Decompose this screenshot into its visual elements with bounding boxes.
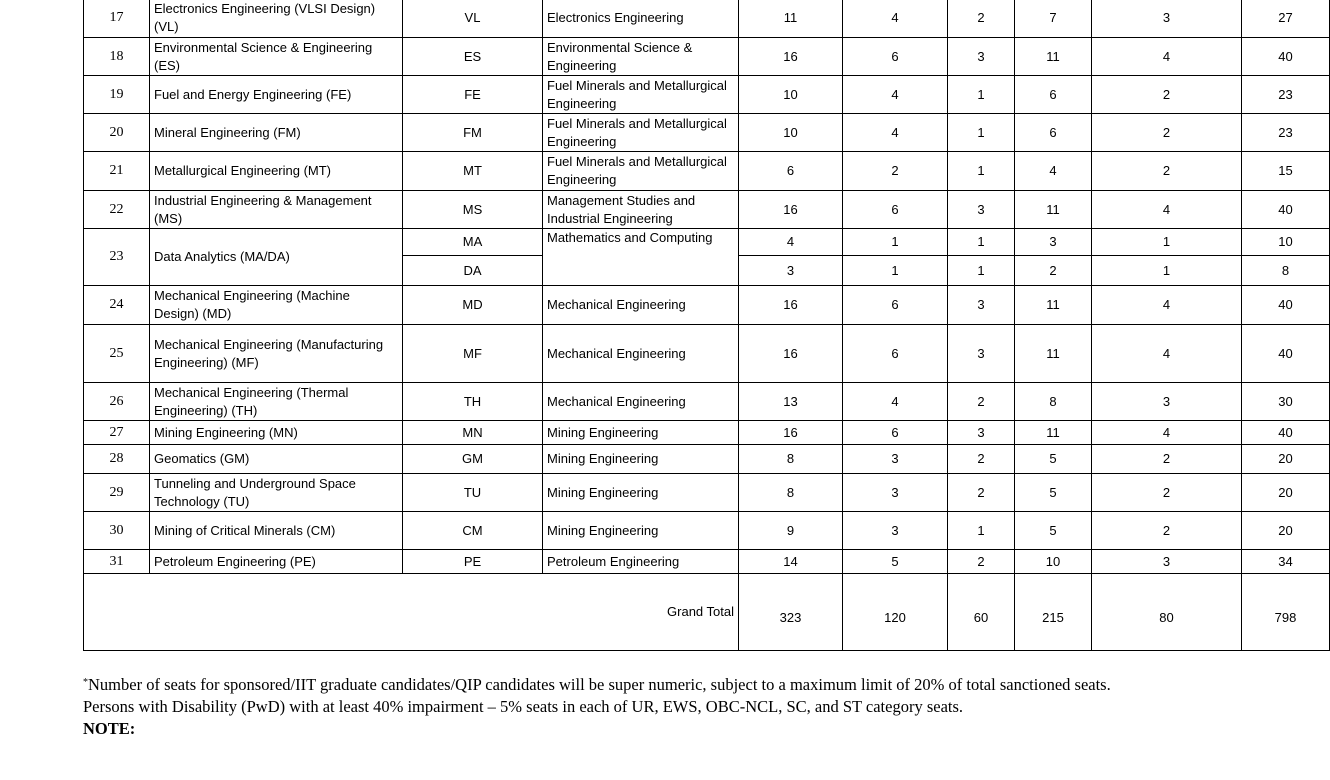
- serial-number: 17: [84, 0, 150, 38]
- seat-count: 5: [1015, 512, 1092, 550]
- seat-count: 3: [948, 191, 1015, 229]
- grand-total-number: 215: [1042, 610, 1064, 625]
- programme-code: MS: [403, 191, 543, 229]
- seat-count: 4: [739, 229, 843, 256]
- seat-count: 1: [948, 256, 1015, 286]
- table-row: [84, 38, 1330, 76]
- grand-total-value: [1092, 574, 1242, 651]
- table-row: [84, 383, 1330, 421]
- table-row: [84, 0, 1330, 38]
- programme-name: Mineral Engineering (FM): [150, 114, 403, 152]
- programme-name: Mechanical Engineering (Machine Design) (MD): [150, 286, 403, 325]
- seat-count: 6: [843, 38, 948, 76]
- grand-total-value: [1015, 574, 1092, 651]
- table-row: [84, 229, 1330, 256]
- seat-count: 11: [1015, 191, 1092, 229]
- department-name: Fuel Minerals and Metallurgical Engineering: [543, 76, 739, 114]
- seat-count: 2: [1015, 256, 1092, 286]
- seat-count: 4: [843, 383, 948, 421]
- seat-count: 6: [843, 421, 948, 445]
- seat-count: 8: [1015, 383, 1092, 421]
- seat-count: 1: [948, 512, 1015, 550]
- programme-name: Industrial Engineering & Management (MS): [150, 191, 403, 229]
- seat-count: 2: [1092, 512, 1242, 550]
- seat-count: 4: [1092, 325, 1242, 383]
- seat-count: 2: [948, 445, 1015, 474]
- seat-count: 6: [739, 152, 843, 191]
- seat-count: 3: [1092, 0, 1242, 38]
- seat-count: 8: [739, 445, 843, 474]
- grand-total-row: [84, 574, 1330, 651]
- programme-name: Mechanical Engineering (Thermal Engineering) (TH): [150, 383, 403, 421]
- programme-code: VL: [403, 0, 543, 38]
- department-name: Management Studies and Industrial Engineering: [543, 191, 739, 229]
- programme-name: Tunneling and Underground Space Technology (TU): [150, 474, 403, 512]
- seat-count: 16: [739, 421, 843, 445]
- serial-number: 21: [84, 152, 150, 191]
- seat-count: 11: [1015, 38, 1092, 76]
- seat-count: 1: [1092, 256, 1242, 286]
- seat-count: 1: [948, 76, 1015, 114]
- serial-number: 29: [84, 474, 150, 512]
- pwd-note: Persons with Disability (PwD) with at least 40% impairment – 5% seats in each of UR, EWS, OBC-NCL, SC, and ST category seats.: [83, 697, 964, 716]
- serial-number: 30: [84, 512, 150, 550]
- footnote-mark: *: [83, 677, 88, 688]
- table-row: [84, 286, 1330, 325]
- seat-count: 2: [948, 474, 1015, 512]
- seat-count: 3: [1092, 383, 1242, 421]
- department-name: Mechanical Engineering: [543, 325, 739, 383]
- programme-name: Metallurgical Engineering (MT): [150, 152, 403, 191]
- department-name: Mining Engineering: [543, 474, 739, 512]
- seat-count: 5: [1015, 445, 1092, 474]
- seat-count: 40: [1242, 286, 1330, 325]
- seat-count: 4: [1092, 191, 1242, 229]
- seat-count: 3: [948, 325, 1015, 383]
- seat-count: 20: [1242, 474, 1330, 512]
- department-name: Electronics Engineering: [543, 0, 739, 38]
- seat-count: 3: [843, 445, 948, 474]
- seat-count: 16: [739, 286, 843, 325]
- programme-code: TU: [403, 474, 543, 512]
- seat-count: 13: [739, 383, 843, 421]
- grand-total-number: 323: [779, 610, 802, 625]
- grand-total-number: 80: [1159, 610, 1174, 625]
- seat-count: 11: [1015, 286, 1092, 325]
- seat-count: 6: [843, 325, 948, 383]
- seat-count: 3: [843, 474, 948, 512]
- seat-count: 3: [948, 286, 1015, 325]
- seat-count: 16: [739, 325, 843, 383]
- department-name: Mathematics and Computing: [543, 229, 739, 286]
- table-row: [84, 114, 1330, 152]
- seat-count: 2: [1092, 114, 1242, 152]
- seat-count: 3: [1015, 229, 1092, 256]
- seat-count: 10: [1015, 550, 1092, 574]
- seat-count: 2: [1092, 152, 1242, 191]
- seat-count: 2: [948, 550, 1015, 574]
- programme-code: FM: [403, 114, 543, 152]
- table-row: [84, 325, 1330, 383]
- seat-count: 4: [1092, 38, 1242, 76]
- programme-name: Mining of Critical Minerals (CM): [150, 512, 403, 550]
- serial-number: 22: [84, 191, 150, 229]
- footnote: *Number of seats for sponsored/IIT graduate candidates/QIP candidates will be super numeric, subject to a maximum limit of 20% of total sanctioned seats.: [83, 675, 1111, 694]
- seat-count: 40: [1242, 421, 1330, 445]
- programme-code: MD: [403, 286, 543, 325]
- seat-count: 20: [1242, 445, 1330, 474]
- seat-count: 6: [843, 191, 948, 229]
- seat-count: 4: [1092, 286, 1242, 325]
- grand-total-number: 60: [973, 610, 989, 625]
- programme-code: MA: [403, 229, 543, 256]
- serial-number: 20: [84, 114, 150, 152]
- department-name: Mechanical Engineering: [543, 383, 739, 421]
- department-name: Fuel Minerals and Metallurgical Engineering: [543, 152, 739, 191]
- seat-count: 4: [843, 0, 948, 38]
- grand-total-value: [948, 574, 1015, 651]
- department-name: Mechanical Engineering: [543, 286, 739, 325]
- programme-code: MF: [403, 325, 543, 383]
- seat-count: 3: [1092, 550, 1242, 574]
- programme-name: Mining Engineering (MN): [150, 421, 403, 445]
- programme-code: FE: [403, 76, 543, 114]
- serial-number: 28: [84, 445, 150, 474]
- seat-count: 6: [1015, 76, 1092, 114]
- seat-count: 23: [1242, 76, 1330, 114]
- seat-count: 6: [843, 286, 948, 325]
- seat-count: 4: [1092, 421, 1242, 445]
- programme-code: ES: [403, 38, 543, 76]
- seat-count: 5: [1015, 474, 1092, 512]
- seat-count: 4: [843, 114, 948, 152]
- seat-count: 2: [948, 383, 1015, 421]
- serial-number: 26: [84, 383, 150, 421]
- grand-total-value: [1242, 574, 1330, 651]
- seat-count: 2: [1092, 445, 1242, 474]
- seat-count: 1: [843, 229, 948, 256]
- table-row: [84, 474, 1330, 512]
- programme-code: PE: [403, 550, 543, 574]
- programme-name: Geomatics (GM): [150, 445, 403, 474]
- department-name: Fuel Minerals and Metallurgical Engineering: [543, 114, 739, 152]
- seat-count: 2: [1092, 76, 1242, 114]
- table-row: [84, 421, 1330, 445]
- seat-count: 14: [739, 550, 843, 574]
- programme-name: Electronics Engineering (VLSI Design) (VL): [150, 0, 403, 38]
- programme-name: Petroleum Engineering (PE): [150, 550, 403, 574]
- programme-code: TH: [403, 383, 543, 421]
- seat-count: 1: [948, 114, 1015, 152]
- department-name: Mining Engineering: [543, 445, 739, 474]
- seat-count: 30: [1242, 383, 1330, 421]
- seat-count: 34: [1242, 550, 1330, 574]
- seat-count: 4: [1015, 152, 1092, 191]
- notes-section: [83, 674, 1173, 740]
- serial-number: 18: [84, 38, 150, 76]
- seat-count: 23: [1242, 114, 1330, 152]
- seat-count: 5: [843, 550, 948, 574]
- seat-count: 7: [1015, 0, 1092, 38]
- note-heading: NOTE:: [83, 719, 136, 738]
- programme-code: MT: [403, 152, 543, 191]
- seat-count: 1: [948, 152, 1015, 191]
- seat-count: 2: [1092, 474, 1242, 512]
- table-row: [84, 445, 1330, 474]
- programme-name: Data Analytics (MA/DA): [150, 229, 403, 286]
- seat-count: 16: [739, 191, 843, 229]
- seat-count: 1: [843, 256, 948, 286]
- seat-count: 10: [739, 76, 843, 114]
- seat-matrix-table: [83, 0, 1330, 651]
- seat-count: 8: [739, 474, 843, 512]
- seat-count: 40: [1242, 325, 1330, 383]
- seat-count: 11: [739, 0, 843, 38]
- seat-count: 3: [948, 38, 1015, 76]
- grand-total-number: 120: [884, 610, 906, 625]
- programme-name: Mechanical Engineering (Manufacturing Engineering) (MF): [150, 325, 403, 383]
- department-name: Mining Engineering: [543, 512, 739, 550]
- programme-code: GM: [403, 445, 543, 474]
- seat-count: 6: [1015, 114, 1092, 152]
- seat-count: 8: [1242, 256, 1330, 286]
- serial-number: 24: [84, 286, 150, 325]
- serial-number: 31: [84, 550, 150, 574]
- seat-count: 4: [843, 76, 948, 114]
- table-row: [84, 191, 1330, 229]
- seat-count: 1: [1092, 229, 1242, 256]
- seat-count: 3: [948, 421, 1015, 445]
- department-name: Petroleum Engineering: [543, 550, 739, 574]
- seat-count: 1: [948, 229, 1015, 256]
- serial-number: 27: [84, 421, 150, 445]
- programme-name: Fuel and Energy Engineering (FE): [150, 76, 403, 114]
- seat-count: 10: [739, 114, 843, 152]
- programme-name: Environmental Science & Engineering (ES): [150, 38, 403, 76]
- grand-total-value: [739, 574, 843, 651]
- table-row: [84, 152, 1330, 191]
- table-row: [84, 512, 1330, 550]
- grand-total-value: [843, 574, 948, 651]
- seat-count: 40: [1242, 191, 1330, 229]
- table-row: [84, 76, 1330, 114]
- serial-number: 25: [84, 325, 150, 383]
- serial-number: 19: [84, 76, 150, 114]
- seat-count: 2: [843, 152, 948, 191]
- seat-count: 40: [1242, 38, 1330, 76]
- seat-count: 20: [1242, 512, 1330, 550]
- programme-code: MN: [403, 421, 543, 445]
- seat-count: 27: [1242, 0, 1330, 38]
- serial-number: 23: [84, 229, 150, 286]
- programme-code: DA: [403, 256, 543, 286]
- seat-count: 3: [739, 256, 843, 286]
- seat-count: 11: [1015, 421, 1092, 445]
- programme-code: CM: [403, 512, 543, 550]
- grand-total-number: 798: [1274, 610, 1297, 625]
- seat-count: 16: [739, 38, 843, 76]
- seat-count: 2: [948, 0, 1015, 38]
- grand-total-label: Grand Total: [84, 574, 739, 651]
- seat-count: 10: [1242, 229, 1330, 256]
- seat-count: 11: [1015, 325, 1092, 383]
- seat-count: 9: [739, 512, 843, 550]
- seat-count: 15: [1242, 152, 1330, 191]
- department-name: Mining Engineering: [543, 421, 739, 445]
- seat-count: 3: [843, 512, 948, 550]
- table-row: [84, 550, 1330, 574]
- department-name: Environmental Science & Engineering: [543, 38, 739, 76]
